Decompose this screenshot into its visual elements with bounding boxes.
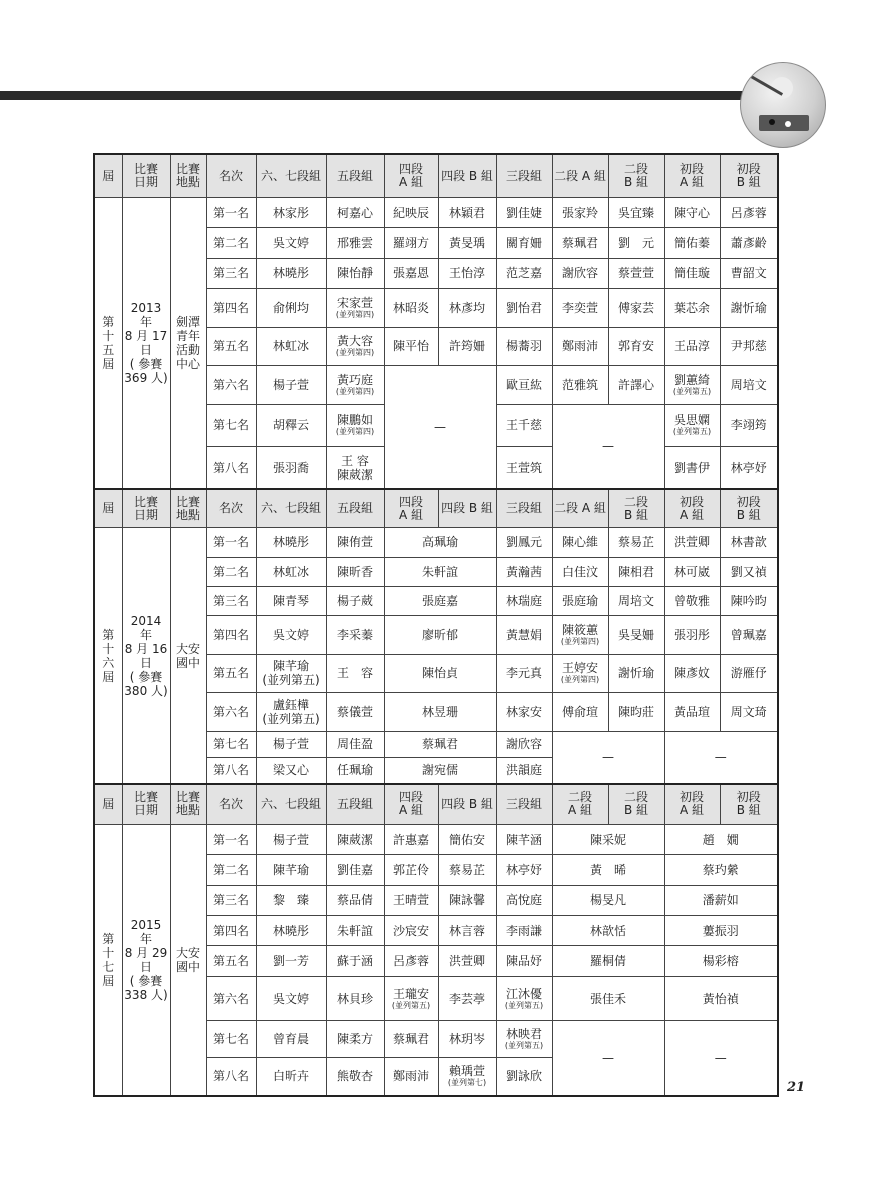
cell: 趙 嫺 (664, 824, 778, 854)
cell: 楊彩榕 (664, 946, 778, 976)
rank-cell: 第三名 (206, 258, 256, 288)
results-table (93, 153, 779, 1097)
cell: 許譯心 (608, 366, 664, 404)
empty-cell: — (552, 731, 664, 784)
cell: 李奕萱 (552, 289, 608, 327)
edition-cell: 第 十 七 屆 (94, 824, 122, 1096)
header-cell: 四段 A 組 (384, 489, 438, 527)
cell: 蔡儀萱 (326, 693, 384, 731)
header-cell: 二段 B 組 (608, 154, 664, 198)
table-row (94, 198, 778, 228)
header-cell: 六、七段組 (256, 489, 326, 527)
header-cell: 六、七段組 (256, 154, 326, 198)
header-cell: 比賽 地點 (170, 489, 206, 527)
date-cell: 2014 年 8 月 16 日 ( 參賽 380 人) (122, 528, 170, 784)
header-cell: 屆 (94, 154, 122, 198)
cell: 陳怡貞 (384, 654, 496, 692)
header-cell: 二段 A 組 (552, 154, 608, 198)
cell: 吳文婷 (256, 616, 326, 654)
header-cell: 比賽 日期 (122, 784, 170, 825)
cell: 陳青琴 (256, 586, 326, 615)
cell: 呂彥蓉 (720, 198, 778, 228)
edition-cell: 第 十 五 屆 (94, 198, 122, 490)
cell: 林歆恬 (552, 916, 664, 946)
cell: 梁又心 (256, 758, 326, 784)
cell: 陳守心 (664, 198, 720, 228)
cell: 邢雅雲 (326, 228, 384, 258)
cell: 林貝珍 (326, 976, 384, 1021)
cell: 黃巧庭 (並列第四) (326, 366, 384, 404)
header-cell: 四段 B 組 (438, 784, 496, 825)
cell: 陳葳潔 (326, 824, 384, 854)
cell: 張庭瑜 (552, 586, 608, 615)
cell: 廖昕郁 (384, 616, 496, 654)
cell: 吳宜臻 (608, 198, 664, 228)
cell: 周文琦 (720, 693, 778, 731)
cell: 簡佑蓁 (664, 228, 720, 258)
header-cell: 四段 B 組 (438, 154, 496, 198)
cell: 陳芊瑜 (並列第五) (256, 654, 326, 692)
cell: 王 容 陳葳潔 (326, 447, 384, 490)
cell: 高悅庭 (496, 885, 552, 915)
header-cell: 五段組 (326, 489, 384, 527)
cell: 劉 元 (608, 228, 664, 258)
cell: 蔡珮君 (552, 228, 608, 258)
cell: 張羽彤 (664, 616, 720, 654)
rank-cell: 第三名 (206, 586, 256, 615)
rank-cell: 第二名 (206, 228, 256, 258)
header-cell: 名次 (206, 784, 256, 825)
cell: 劉鳳元 (496, 528, 552, 557)
rank-cell: 第四名 (206, 916, 256, 946)
cell: 呂彥蓉 (384, 946, 438, 976)
rank-cell: 第八名 (206, 758, 256, 784)
header-cell: 四段 A 組 (384, 784, 438, 825)
cell: 洪萱卿 (664, 528, 720, 557)
cell: 王瓏安 (並列第五) (384, 976, 438, 1021)
cell: 陳心維 (552, 528, 608, 557)
cell: 劉一芳 (256, 946, 326, 976)
cell: 傅俞瑄 (552, 693, 608, 731)
cell: 吳思嫻 (並列第五) (664, 404, 720, 447)
cell: 陳相君 (608, 557, 664, 586)
cell: 吳旻姍 (608, 616, 664, 654)
cell: 黃大容 (並列第四) (326, 327, 384, 365)
cell: 蔡珮君 (384, 1021, 438, 1057)
cell: 林虹冰 (256, 327, 326, 365)
cell: 劉佳嘉 (326, 855, 384, 885)
cell: 鄭雨沛 (552, 327, 608, 365)
header-cell: 二段 B 組 (608, 489, 664, 527)
header-cell: 初段 A 組 (664, 154, 720, 198)
cell: 陳昀莊 (608, 693, 664, 731)
header-row-15 (94, 154, 778, 198)
cell: 林曉彤 (256, 916, 326, 946)
header-row-16 (94, 489, 778, 527)
cell: 林書歆 (720, 528, 778, 557)
rank-cell: 第七名 (206, 731, 256, 757)
header-cell: 初段 B 組 (720, 489, 778, 527)
cell: 張佳禾 (552, 976, 664, 1021)
cell: 張家羚 (552, 198, 608, 228)
cell: 林穎君 (438, 198, 496, 228)
venue-cell: 大安 國中 (170, 528, 206, 784)
cell: 林言蓉 (438, 916, 496, 946)
cell: 曾敬雅 (664, 586, 720, 615)
cell: 劉怡君 (496, 289, 552, 327)
cell: 周培文 (608, 586, 664, 615)
cell: 林彥均 (438, 289, 496, 327)
empty-cell: — (552, 1021, 664, 1096)
cell: 林昭炎 (384, 289, 438, 327)
cell: 范雅筑 (552, 366, 608, 404)
cell: 黃瀚茜 (496, 557, 552, 586)
cell: 陳芊瑜 (256, 855, 326, 885)
header-cell: 初段 A 組 (664, 489, 720, 527)
cell: 俞俐均 (256, 289, 326, 327)
header-cell: 比賽 日期 (122, 489, 170, 527)
cell: 李采蓁 (326, 616, 384, 654)
cell: 李翊筠 (720, 404, 778, 447)
header-row-17 (94, 784, 778, 825)
header-cell: 二段 A 組 (552, 489, 608, 527)
rank-cell: 第一名 (206, 824, 256, 854)
cell: 劉蕙綺 (並列第五) (664, 366, 720, 404)
cell: 傅家芸 (608, 289, 664, 327)
cell: 宋家萱 (並列第四) (326, 289, 384, 327)
header-cell: 五段組 (326, 154, 384, 198)
header-cell: 三段組 (496, 154, 552, 198)
cell: 張嘉恩 (384, 258, 438, 288)
header-cell: 比賽 地點 (170, 154, 206, 198)
rank-cell: 第五名 (206, 946, 256, 976)
cell: 李元真 (496, 654, 552, 692)
rank-cell: 第三名 (206, 885, 256, 915)
cell: 王晴萱 (384, 885, 438, 915)
cell: 林昱珊 (384, 693, 496, 731)
cell: 簡佑安 (438, 824, 496, 854)
header-cell: 屆 (94, 784, 122, 825)
rank-cell: 第一名 (206, 198, 256, 228)
cell: 江沐優 (並列第五) (496, 976, 552, 1021)
rank-cell: 第六名 (206, 366, 256, 404)
cell: 白昕卉 (256, 1057, 326, 1096)
cell: 張羽喬 (256, 447, 326, 490)
rank-cell: 第六名 (206, 976, 256, 1021)
cell: 楊子萱 (256, 366, 326, 404)
cell: 葉芯余 (664, 289, 720, 327)
cell: 林亭妤 (496, 855, 552, 885)
cell: 王千慈 (496, 404, 552, 447)
page-number: 21 (787, 1080, 806, 1095)
cell: 陳鵬如 (並列第四) (326, 404, 384, 447)
header-cell: 初段 A 組 (664, 784, 720, 825)
cell: 陳吟昀 (720, 586, 778, 615)
cell: 楊蕎羽 (496, 327, 552, 365)
cell: 王萱筑 (496, 447, 552, 490)
header-cell: 四段 B 組 (438, 489, 496, 527)
header-cell: 比賽 地點 (170, 784, 206, 825)
empty-cell: — (664, 1021, 778, 1096)
header-cell: 名次 (206, 154, 256, 198)
header-cell: 六、七段組 (256, 784, 326, 825)
cell: 游雁伃 (720, 654, 778, 692)
cell: 柯嘉心 (326, 198, 384, 228)
cell: 劉佳婕 (496, 198, 552, 228)
header-cell: 三段組 (496, 489, 552, 527)
cell: 陳采妮 (552, 824, 664, 854)
cell: 蘇于涵 (326, 946, 384, 976)
cell: 楊旻凡 (552, 885, 664, 915)
rank-cell: 第四名 (206, 289, 256, 327)
cell: 周培文 (720, 366, 778, 404)
header-cell: 比賽 日期 (122, 154, 170, 198)
cell: 陳怡靜 (326, 258, 384, 288)
cell: 陳品妤 (496, 946, 552, 976)
cell: 潘薪如 (664, 885, 778, 915)
cell: 陳柔方 (326, 1021, 384, 1057)
cell: 林曉彤 (256, 258, 326, 288)
cell: 許惠嘉 (384, 824, 438, 854)
cell: 陳平怡 (384, 327, 438, 365)
rank-cell: 第七名 (206, 1021, 256, 1057)
rank-cell: 第八名 (206, 1057, 256, 1096)
cell: 林亭妤 (720, 447, 778, 490)
venue-cell: 劍潭 青年 活動 中心 (170, 198, 206, 490)
date-cell: 2015 年 8 月 29 日 ( 參賽 338 人) (122, 824, 170, 1096)
cell: 黃慧娟 (496, 616, 552, 654)
cell: 洪萱卿 (438, 946, 496, 976)
cell: 劉又禎 (720, 557, 778, 586)
cell: 范芝嘉 (496, 258, 552, 288)
cell: 林曉彤 (256, 528, 326, 557)
cell: 紀映辰 (384, 198, 438, 228)
rank-cell: 第七名 (206, 404, 256, 447)
rank-cell: 第八名 (206, 447, 256, 490)
cell: 林玥岑 (438, 1021, 496, 1057)
cell: 盧鈺樺 (並列第五) (256, 693, 326, 731)
cell: 羅翊方 (384, 228, 438, 258)
cell: 林可崴 (664, 557, 720, 586)
cell: 尹邦慈 (720, 327, 778, 365)
cell: 張庭嘉 (384, 586, 496, 615)
cell: 蔞振羽 (664, 916, 778, 946)
cell: 朱軒誼 (326, 916, 384, 946)
cell: 謝忻瑜 (720, 289, 778, 327)
cell: 楊子萱 (256, 824, 326, 854)
header-cell: 初段 B 組 (720, 154, 778, 198)
cell: 高珮瑜 (384, 528, 496, 557)
rank-cell: 第一名 (206, 528, 256, 557)
header-cell: 五段組 (326, 784, 384, 825)
cell: 沙宸安 (384, 916, 438, 946)
cell: 朱軒誼 (384, 557, 496, 586)
cell: 黃怡禎 (664, 976, 778, 1021)
cell: 林瑞庭 (496, 586, 552, 615)
header-cell: 初段 B 組 (720, 784, 778, 825)
cell: 謝忻瑜 (608, 654, 664, 692)
header-cell: 名次 (206, 489, 256, 527)
cell: 熊敬杏 (326, 1057, 384, 1096)
cell: 郭育安 (608, 327, 664, 365)
cell: 蔡易芷 (608, 528, 664, 557)
cell: 黃旻瑀 (438, 228, 496, 258)
cell: 蔡萱萱 (608, 258, 664, 288)
cell: 陳侑萱 (326, 528, 384, 557)
cell: 郭芷伶 (384, 855, 438, 885)
header-cell: 三段組 (496, 784, 552, 825)
header-cell: 二段 A 組 (552, 784, 608, 825)
cell: 羅桐倩 (552, 946, 664, 976)
cell: 蔡珮君 (384, 731, 496, 757)
cell: 陳芊涵 (496, 824, 552, 854)
cell: 謝宛儒 (384, 758, 496, 784)
cell: 陳筱蕙 (並列第四) (552, 616, 608, 654)
edition-cell: 第 十 六 屆 (94, 528, 122, 784)
cell: 吳文婷 (256, 228, 326, 258)
date-cell: 2013 年 8 月 17 日 ( 參賽 369 人) (122, 198, 170, 490)
cell: 李雨謙 (496, 916, 552, 946)
rank-cell: 第五名 (206, 654, 256, 692)
cell: 鄭雨沛 (384, 1057, 438, 1096)
cell: 王品淳 (664, 327, 720, 365)
header-cell: 二段 B 組 (608, 784, 664, 825)
cell: 曾珮嘉 (720, 616, 778, 654)
venue-cell: 大安 國中 (170, 824, 206, 1096)
cell: 王婷安 (並列第四) (552, 654, 608, 692)
empty-cell: — (384, 366, 496, 490)
cell: 白佳汶 (552, 557, 608, 586)
empty-cell: — (552, 404, 664, 489)
cell: 黃品瑄 (664, 693, 720, 731)
cell: 許筠姍 (438, 327, 496, 365)
rank-cell: 第六名 (206, 693, 256, 731)
cell: 蕭彥齡 (720, 228, 778, 258)
header-cell: 四段 A 組 (384, 154, 438, 198)
cell: 胡釋云 (256, 404, 326, 447)
cell: 黎 臻 (256, 885, 326, 915)
header-cell: 屆 (94, 489, 122, 527)
header-bar (0, 91, 748, 100)
cell: 周佳盈 (326, 731, 384, 757)
cell: 楊子萱 (256, 731, 326, 757)
cell: 劉詠欣 (496, 1057, 552, 1096)
cell: 任珮瑜 (326, 758, 384, 784)
cell: 王怡淳 (438, 258, 496, 288)
cell: 楊子葳 (326, 586, 384, 615)
cell: 林映君 (並列第五) (496, 1021, 552, 1057)
cell: 賴瑀萱 (並列第七) (438, 1057, 496, 1096)
cell: 曾育晨 (256, 1021, 326, 1057)
rank-cell: 第五名 (206, 327, 256, 365)
cell: 謝欣容 (496, 731, 552, 757)
rank-cell: 第四名 (206, 616, 256, 654)
cell: 林虹冰 (256, 557, 326, 586)
empty-cell: — (664, 731, 778, 784)
cell: 謝欣容 (552, 258, 608, 288)
table-row (94, 528, 778, 557)
cell: 林家彤 (256, 198, 326, 228)
cell: 蔡品倩 (326, 885, 384, 915)
cell: 歐亘紘 (496, 366, 552, 404)
cell: 黃 晞 (552, 855, 664, 885)
cell: 劉書伊 (664, 447, 720, 490)
cell: 曹韶文 (720, 258, 778, 288)
cell: 簡佳璇 (664, 258, 720, 288)
rank-cell: 第二名 (206, 855, 256, 885)
cell: 洪韻庭 (496, 758, 552, 784)
cell: 林家安 (496, 693, 552, 731)
cell: 蔡易芷 (438, 855, 496, 885)
table-row (94, 824, 778, 854)
go-game-emblem-icon (740, 62, 826, 148)
cell: 吳文婷 (256, 976, 326, 1021)
cell: 陳彥妏 (664, 654, 720, 692)
cell: 李芸葶 (438, 976, 496, 1021)
cell: 陳詠馨 (438, 885, 496, 915)
cell: 關育姍 (496, 228, 552, 258)
cell: 陳昕香 (326, 557, 384, 586)
cell: 王 容 (326, 654, 384, 692)
rank-cell: 第二名 (206, 557, 256, 586)
cell: 蔡玓縈 (664, 855, 778, 885)
